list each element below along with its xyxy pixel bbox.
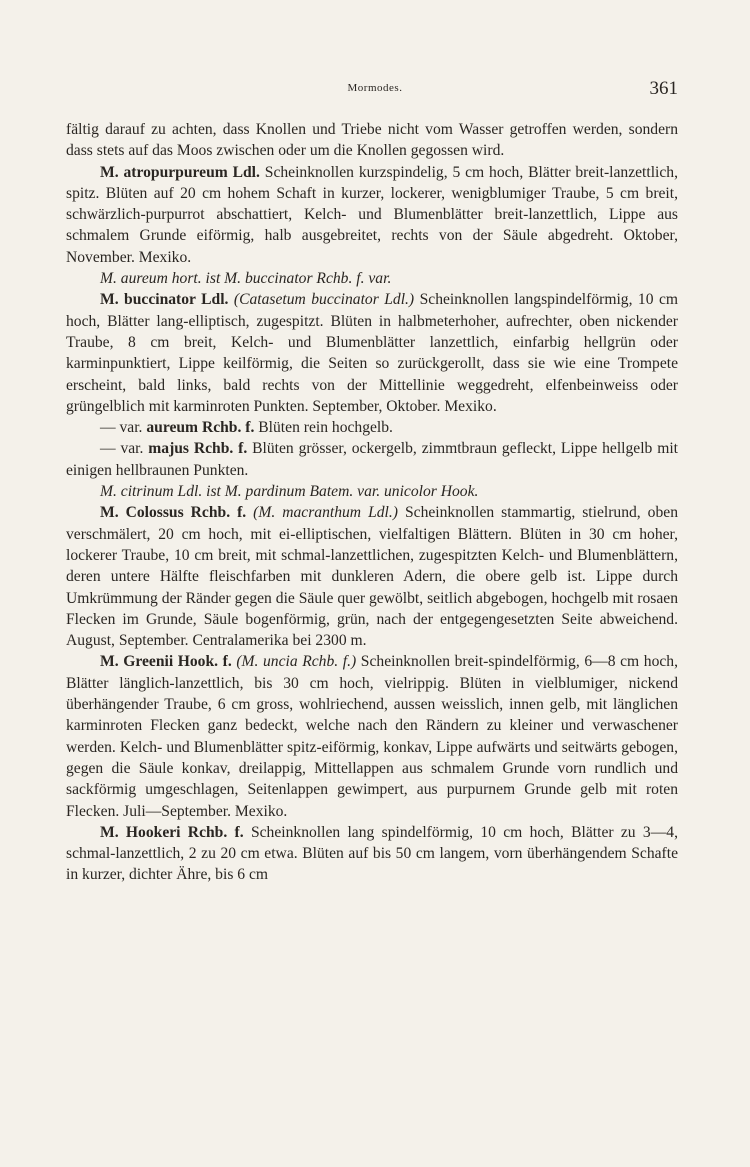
species-synonym: (Catasetum buccinator Ldl.) (233, 291, 415, 309)
running-title: Mormodes. (347, 82, 403, 94)
species-entry-atropurpureum (66, 162, 678, 268)
synonym-note-text: M. aureum hort. ist M. buccinator Rchb. f. var. (100, 270, 392, 288)
variety-name: aureum Rchb. f. (146, 419, 255, 437)
species-entry-greenii (66, 651, 678, 821)
species-description: Scheinknollen langspindelförmig, 10 cm hoch, Blätter lang-elliptisch, zugespitzt. Blüten in halbmeterhoher, aufrechter, oben nickender Traube, 8 cm breit, Kelch- und Blumenblätter lanzettlich, einfarbig hellgrün oder karminpunktiert, Lippe keilförmig, die Seiten so zurückgerollt, dass sie wie eine Trompete erscheint, bald links, bald rechts von der Mittellinie weggedreht, elfenbeinweiss oder grüngelblich mit karminroten Punkten. September, Oktober. Mexiko. (66, 291, 679, 415)
species-description: Scheinknollen breit-spindelförmig, 6—8 cm hoch, Blätter länglich-lanzettlich, bis 30 cm hoch, vielrippig. Blüten in vielblumiger, nickend überhängender Traube, 6 cm gross, wohlriechend, aussen weisslich, innen gelb, mit länglichen karminroten Flecken ganz bedeckt, welche nach den Rändern zu kleiner und verwaschener werden. Kelch- und Blumenblätter spitz-eiförmig, konkav, Lippe aufwärts und seitwärts gebogen, gegen die Säule konkav, dreilappig, Mittellappen aus schmalem Grunde vorn rundlich und sackförmig umgeschlagen, Seitenlappen gewimpert, aus purpurnem Grunde gelb mit roten Flecken. Juli—September. Mexiko. (66, 653, 678, 820)
species-description: Scheinknollen stammartig, stielrund, oben verschmälert, 20 cm hoch, mit ei-elliptischen, vielfaltigen Blättern. Blüten in 30 cm hoher, lockerer Traube, 10 cm breit, mit schmal-lanzettlichen, zugespitzten Kelch- und Blumenblättern, deren untere Hälfte fleischfarben mit dunkleren Adern, die obere gelb ist. Lippe durch Umkrümmung der Ränder gegen die Säule quer gewölbt, seitlich abgebogen, hochgelb mit rosaen Flecken im Grunde, Säule bogenförmig, grün, nach der entgegengesetzten Seite abweichend. August, September. Centralamerika bei 2300 m. (66, 504, 678, 650)
variety-entry-aureum (66, 417, 678, 438)
variety-description: Blüten rein hochgelb. (258, 419, 393, 437)
species-entry-colossus (66, 502, 678, 651)
paragraph-continuation: fältig darauf zu achten, dass Knollen und Triebe nicht vom Wasser getroffen werden, sondern dass stets auf das Moos zwischen oder um die Knollen gegossen wird. (66, 121, 678, 160)
variety-prefix: — var. (100, 419, 143, 437)
species-description: Scheinknollen lang spindelförmig, 10 cm hoch, Blätter zu 3—4, schmal-lanzettlich, 2 zu 20 cm etwa. Blüten auf bis 50 cm langem, vorn überhängendem Schafte in kurzer, dichter Ähre, bis 6 cm (66, 823, 678, 884)
variety-name: majus Rchb. f. (148, 440, 248, 458)
variety-description: Blüten grösser, ockergelb, zimmtbraun gefleckt, Lippe hellgelb mit einigen hellbraunen Punkten. (66, 440, 678, 479)
species-entry-buccinator (66, 289, 678, 417)
species-synonym: (M. uncia Rchb. f.) (236, 653, 357, 671)
body-text (66, 119, 678, 886)
species-name: M. buccinator Ldl. (100, 291, 229, 309)
page-number: 361 (649, 78, 678, 99)
species-name: M. Hookeri Rchb. f. (100, 823, 244, 841)
synonym-note-text: M. citrinum Ldl. ist M. pardinum Batem. var. unicolor Hook. (100, 483, 479, 501)
synonym-note-citrinum (66, 481, 678, 502)
variety-entry-majus (66, 438, 678, 481)
synonym-note-aureum (66, 268, 678, 289)
species-name: M. Greenii Hook. f. (100, 653, 232, 671)
variety-prefix: — var. (100, 440, 144, 458)
species-name: M. Colossus Rchb. f. (100, 504, 247, 522)
species-entry-hookeri (66, 822, 678, 886)
species-description: Scheinknollen kurzspindelig, 5 cm hoch, Blätter breit-lanzettlich, spitz. Blüten auf 20 cm hohem Schaft in kurzer, lockerer, wenigblumiger Traube, 5 cm breit, schwärzlich-purpurrot abschattiert, Kelch- und Blumenblätter breit-lanzettlich, Lippe aus schmalem Grunde eiförmig, halb ausgebreitet, rechts von der Säule abgedreht. Oktober, November. Mexiko. (66, 163, 678, 266)
species-name: M. atropurpureum Ldl. (100, 163, 260, 181)
species-synonym: (M. macranthum Ldl.) (253, 504, 398, 522)
